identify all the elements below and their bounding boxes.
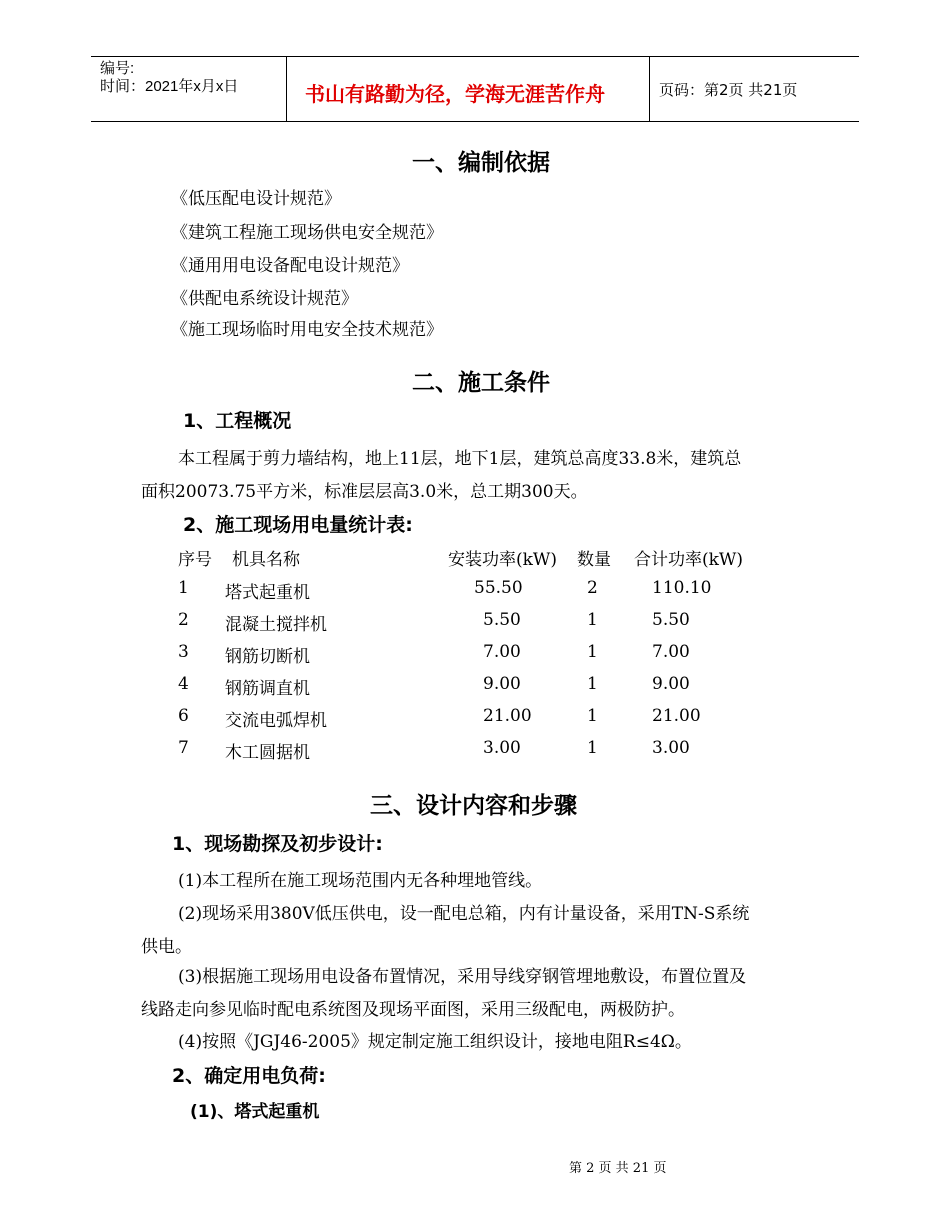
section-3-title: 三、设计内容和步骤 (370, 793, 577, 819)
ref-item: 《施工现场临时用电安全技术规范》 (171, 320, 443, 340)
cell-quantity: 1 (587, 738, 598, 758)
cell-total-power: 7.00 (652, 642, 690, 662)
page-footer: 第 2 页 共 21 页 (569, 1161, 667, 1176)
design-item: 供电。 (141, 937, 192, 957)
header-page-info: 页码：第2页 共21页 (659, 81, 798, 99)
cell-quantity: 1 (587, 610, 598, 630)
col-header-install-power: 安装功率(kW) (448, 550, 558, 570)
cell-install-power: 9.00 (483, 674, 521, 694)
ref-item: 《建筑工程施工现场供电安全规范》 (171, 223, 443, 243)
cell-name: 塔式起重机 (225, 583, 310, 603)
cell-total-power: 21.00 (652, 706, 701, 726)
project-overview-line-2: 面积20073.75平方米，标准层层高3.0米，总工期300天。 (141, 482, 588, 502)
cell-name: 钢筋切断机 (225, 647, 310, 667)
cell-index: 1 (178, 578, 189, 598)
cell-quantity: 2 (587, 578, 598, 598)
ref-item: 《供配电系统设计规范》 (171, 289, 358, 309)
ref-item: 《通用用电设备配电设计规范》 (171, 256, 409, 276)
cell-name: 交流电弧焊机 (225, 711, 327, 731)
col-header-quantity: 数量 (577, 550, 611, 570)
header-bottom-rule (91, 121, 859, 122)
section-1-title: 一、编制依据 (412, 150, 550, 176)
cell-index: 7 (178, 738, 189, 758)
subsection-3-1-title: 1、现场勘探及初步设计: (172, 833, 383, 855)
col-header-index: 序号 (178, 550, 212, 570)
header-divider-right (649, 56, 650, 122)
cell-total-power: 3.00 (652, 738, 690, 758)
subsection-2-1-title: 1、工程概况 (183, 410, 292, 432)
cell-total-power: 5.50 (652, 610, 690, 630)
cell-install-power: 7.00 (483, 642, 521, 662)
design-item: (3)根据施工现场用电设备布置情况，采用导线穿钢管埋地敷设，布置位置及 (178, 967, 747, 987)
design-item: (4)按照《JGJ46-2005》规定制定施工组织设计，接地电阻R≤4Ω。 (178, 1032, 692, 1052)
header-divider-left (286, 56, 287, 122)
cell-quantity: 1 (587, 706, 598, 726)
cell-total-power: 110.10 (652, 578, 712, 598)
header-motto: 书山有路勤为径，学海无涯苦作舟 (305, 82, 605, 106)
col-header-total-power: 合计功率(kW) (634, 550, 744, 570)
cell-name: 混凝土搅拌机 (225, 615, 327, 635)
cell-index: 3 (178, 642, 189, 662)
cell-install-power: 55.50 (474, 578, 523, 598)
cell-quantity: 1 (587, 642, 598, 662)
project-overview-line-1: 本工程属于剪力墙结构，地上11层，地下1层，建筑总高度33.8米，建筑总 (178, 449, 742, 469)
cell-install-power: 21.00 (483, 706, 532, 726)
cell-index: 6 (178, 706, 189, 726)
design-item: (1)本工程所在施工现场范围内无各种埋地管线。 (178, 871, 543, 891)
col-header-name: 机具名称 (232, 550, 300, 570)
cell-index: 2 (178, 610, 189, 630)
subsection-2-2-title: 2、施工现场用电量统计表: (183, 514, 413, 536)
cell-name: 木工圆据机 (225, 743, 310, 763)
cell-install-power: 3.00 (483, 738, 521, 758)
header-top-rule (91, 56, 859, 57)
subsection-3-2-title: 2、确定用电负荷: (172, 1065, 326, 1087)
cell-name: 钢筋调直机 (225, 679, 310, 699)
design-item: 线路走向参见临时配电系统图及现场平面图，采用三级配电，两极防护。 (141, 1000, 685, 1020)
cell-index: 4 (178, 674, 189, 694)
header-time-label: 时间：2021年x月x日 (100, 78, 239, 95)
cell-total-power: 9.00 (652, 674, 690, 694)
design-item: (2)现场采用380V低压供电，设一配电总箱，内有计量设备，采用TN-S系统 (178, 904, 750, 924)
subsection-3-2-1-title: (1)、塔式起重机 (190, 1102, 320, 1122)
section-2-title: 二、施工条件 (412, 370, 550, 396)
header-code-label: 编号: (100, 60, 135, 77)
ref-item: 《低压配电设计规范》 (171, 189, 341, 209)
cell-quantity: 1 (587, 674, 598, 694)
cell-install-power: 5.50 (483, 610, 521, 630)
